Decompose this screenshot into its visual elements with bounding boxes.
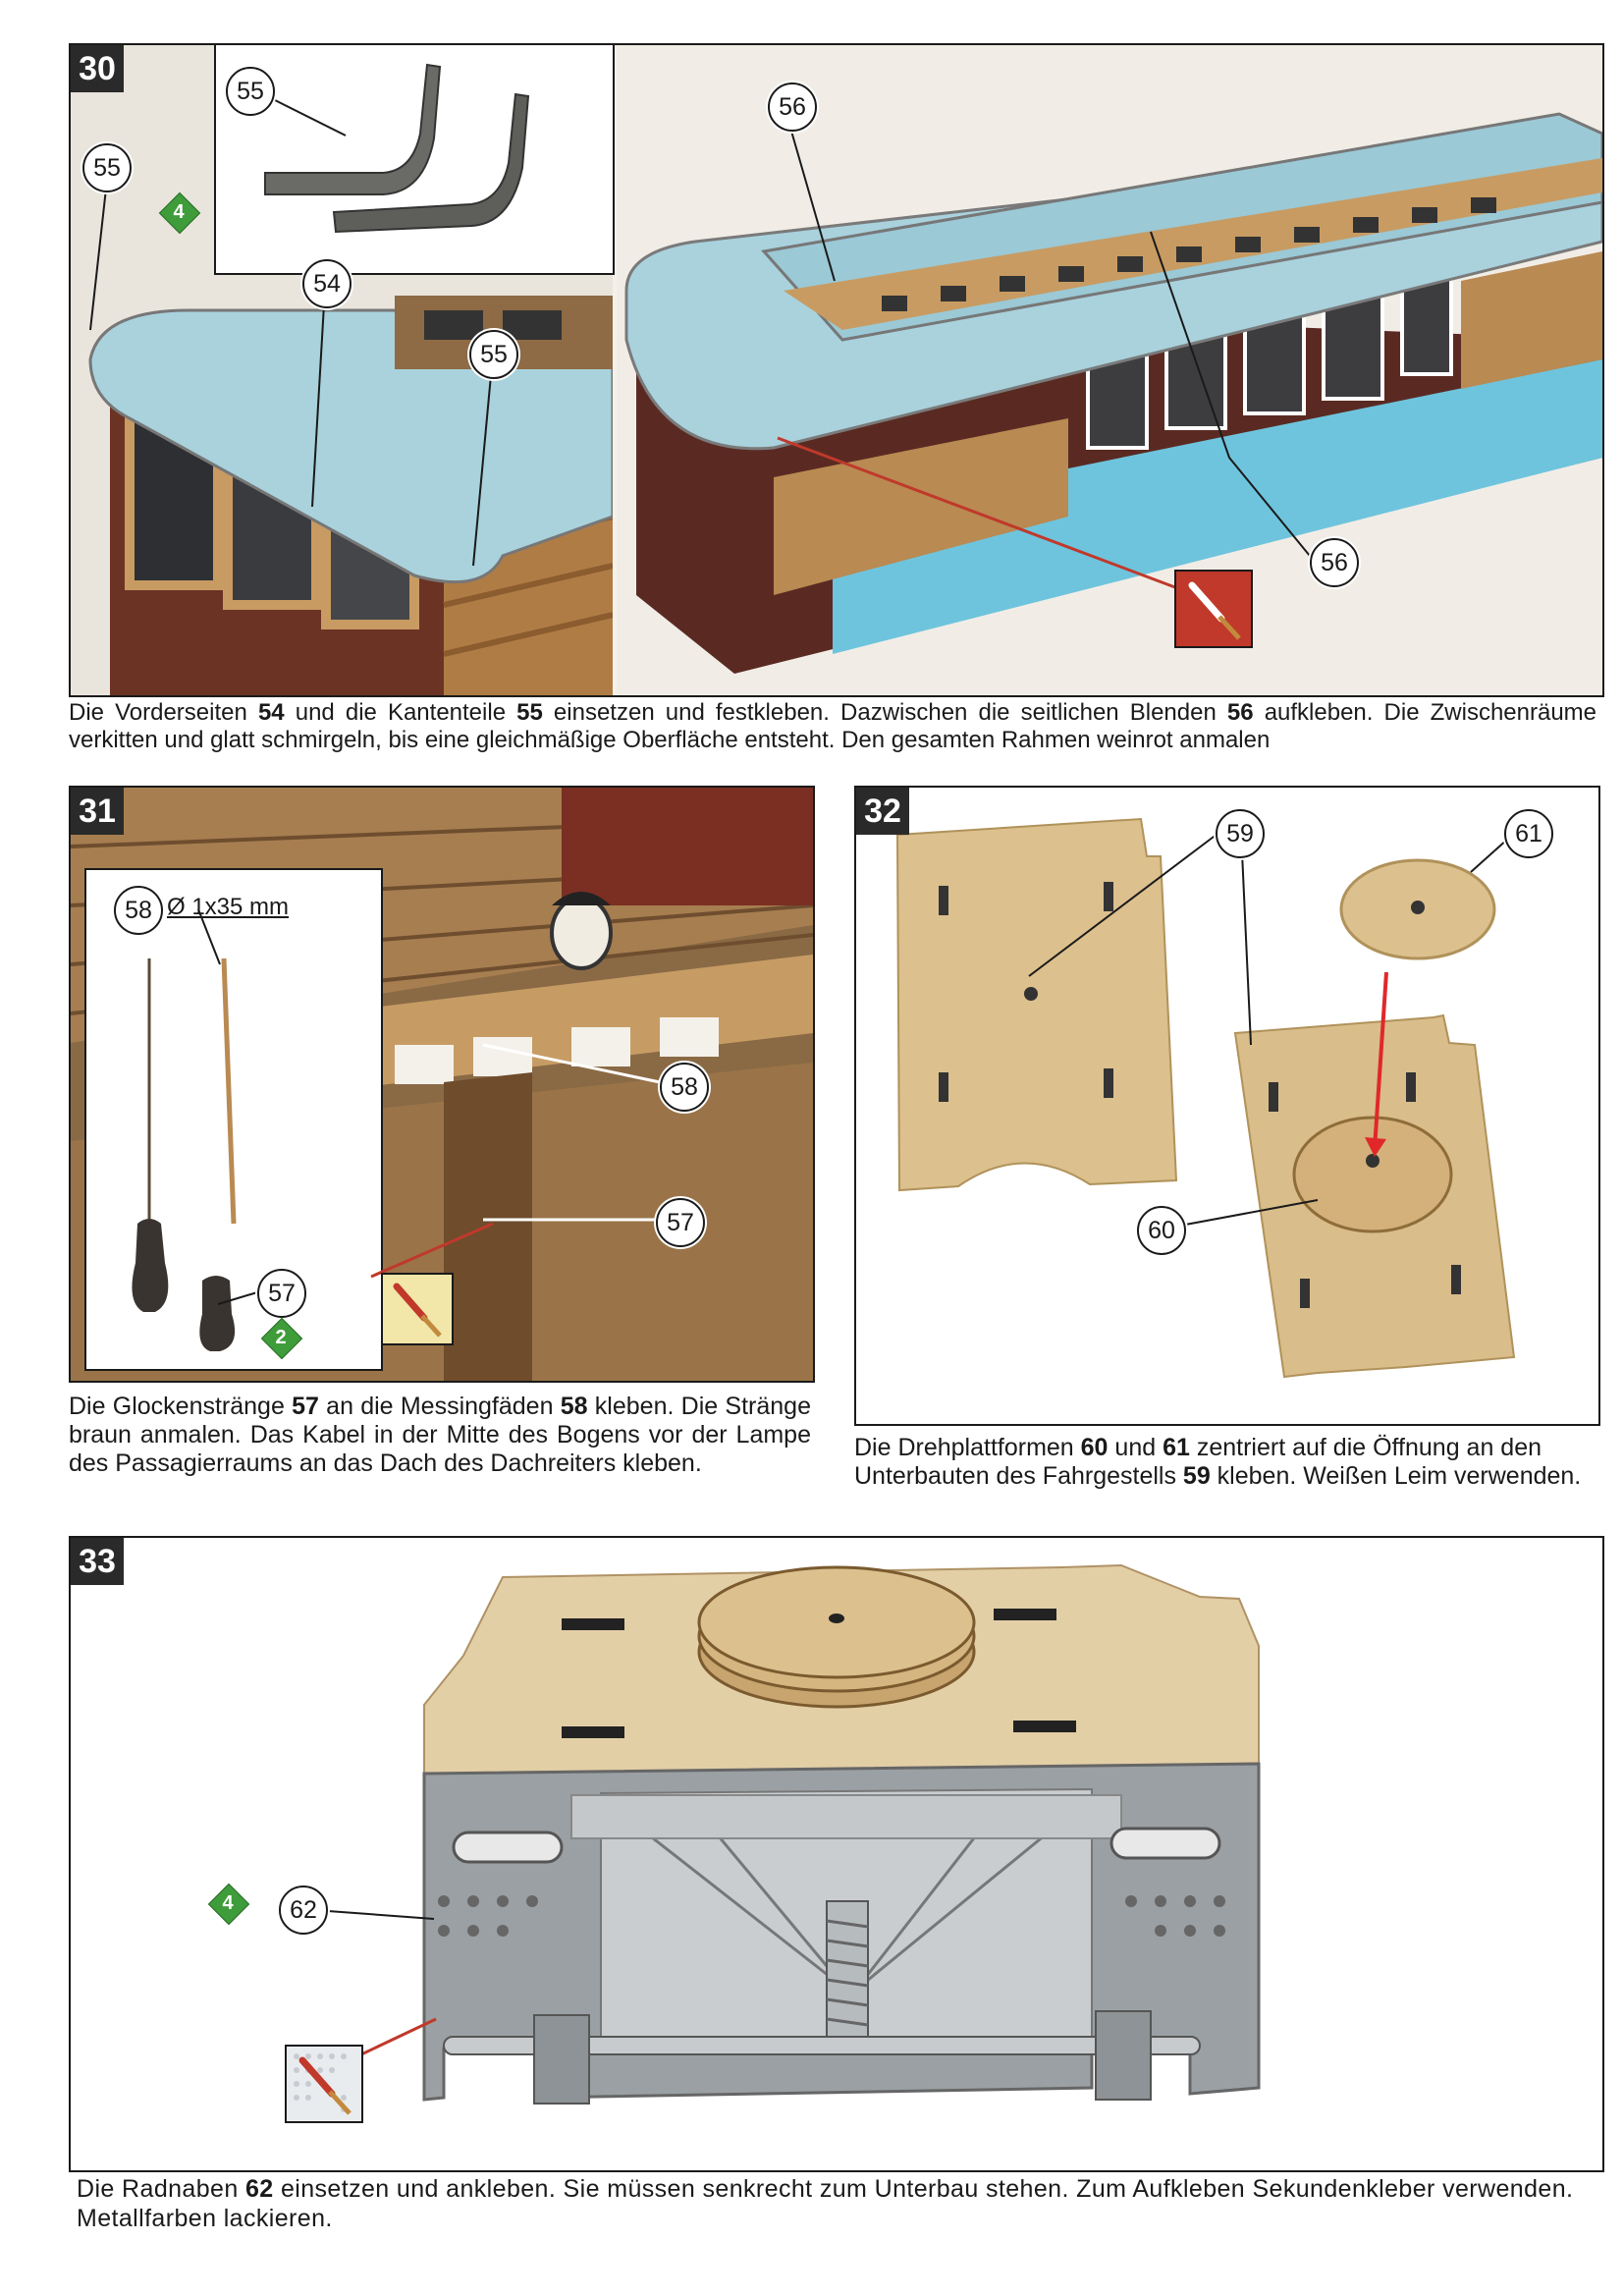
step-31-panel (69, 786, 815, 1383)
chassis-plates-illustration (856, 788, 1598, 1424)
paint-brush-icon (381, 1273, 454, 1345)
step-33-panel (69, 1536, 1604, 2172)
callout-58-inset: 58 (114, 886, 163, 935)
step-number-31: 31 (71, 788, 124, 835)
step-30-panel (69, 43, 1604, 697)
step-number-33: 33 (71, 1538, 124, 1585)
callout-55: 55 (226, 67, 275, 116)
callout-54: 54 (302, 259, 352, 308)
step-30-photo-right (617, 45, 1602, 695)
callout-57: 57 (656, 1198, 705, 1247)
quantity-diamond-icon: 4 (208, 1884, 247, 1923)
quantity-diamond-icon: 4 (159, 192, 198, 232)
callout-57-inset: 57 (257, 1269, 306, 1318)
callout-62: 62 (279, 1886, 328, 1935)
step-30-parts-inset (214, 45, 615, 275)
callout-58: 58 (660, 1063, 709, 1112)
step-31-parts-inset (84, 868, 383, 1371)
paint-brush-icon (1174, 570, 1253, 648)
wire-dimension-label: Ø 1x35 mm (167, 894, 290, 920)
step-32-panel (854, 786, 1600, 1426)
step-32-instructions: Die Drehplattformen 60 und 61 zentriert auf die Öffnung an den Unterbauten des Fahrgestells 59 kleben. Weißen Leim verwenden. (854, 1434, 1582, 1490)
callout-56-top: 56 (768, 82, 817, 132)
glue-icon (285, 2045, 363, 2123)
callout-55-left: 55 (82, 143, 132, 192)
step-33-instructions: Die Radnaben 62 einsetzen und ankleben. Sie müssen senkrecht zum Unterbau stehen. Zum Aufkleben Sekundenkleber verwenden. Metallfarben lackieren. (77, 2175, 1574, 2232)
step-number-32: 32 (856, 788, 909, 835)
step-30-instructions: Die Vorderseiten 54 und die Kantenteile 55 einsetzen und festkleben. Dazwischen die seitlichen Blenden 56 aufkleben. Die Zwischenräume verkitten und glatt schmirgeln, bis eine gleichmäßige Oberfläche entsteht. Den gesamten Rahmen weinrot anmalen (69, 699, 1597, 753)
tram-side-illustration (617, 45, 1602, 695)
callout-60: 60 (1137, 1206, 1186, 1255)
callout-55-right: 55 (469, 330, 518, 379)
bell-rope-parts-illustration (86, 870, 381, 1369)
callout-59: 59 (1216, 809, 1265, 858)
quantity-diamond-icon: 2 (261, 1318, 300, 1357)
step-number-30: 30 (71, 45, 124, 92)
callout-61: 61 (1504, 809, 1553, 858)
callout-56-bottom: 56 (1310, 538, 1359, 587)
step-31-instructions: Die Glockenstränge 57 an die Messingfäden 58 kleben. Die Stränge braun anmalen. Das Kabel in der Mitte des Bogens vor der Lampe des Passagierraums an das Dach des Dachreiters kleben. (69, 1393, 811, 1477)
edge-parts-illustration (216, 45, 613, 273)
